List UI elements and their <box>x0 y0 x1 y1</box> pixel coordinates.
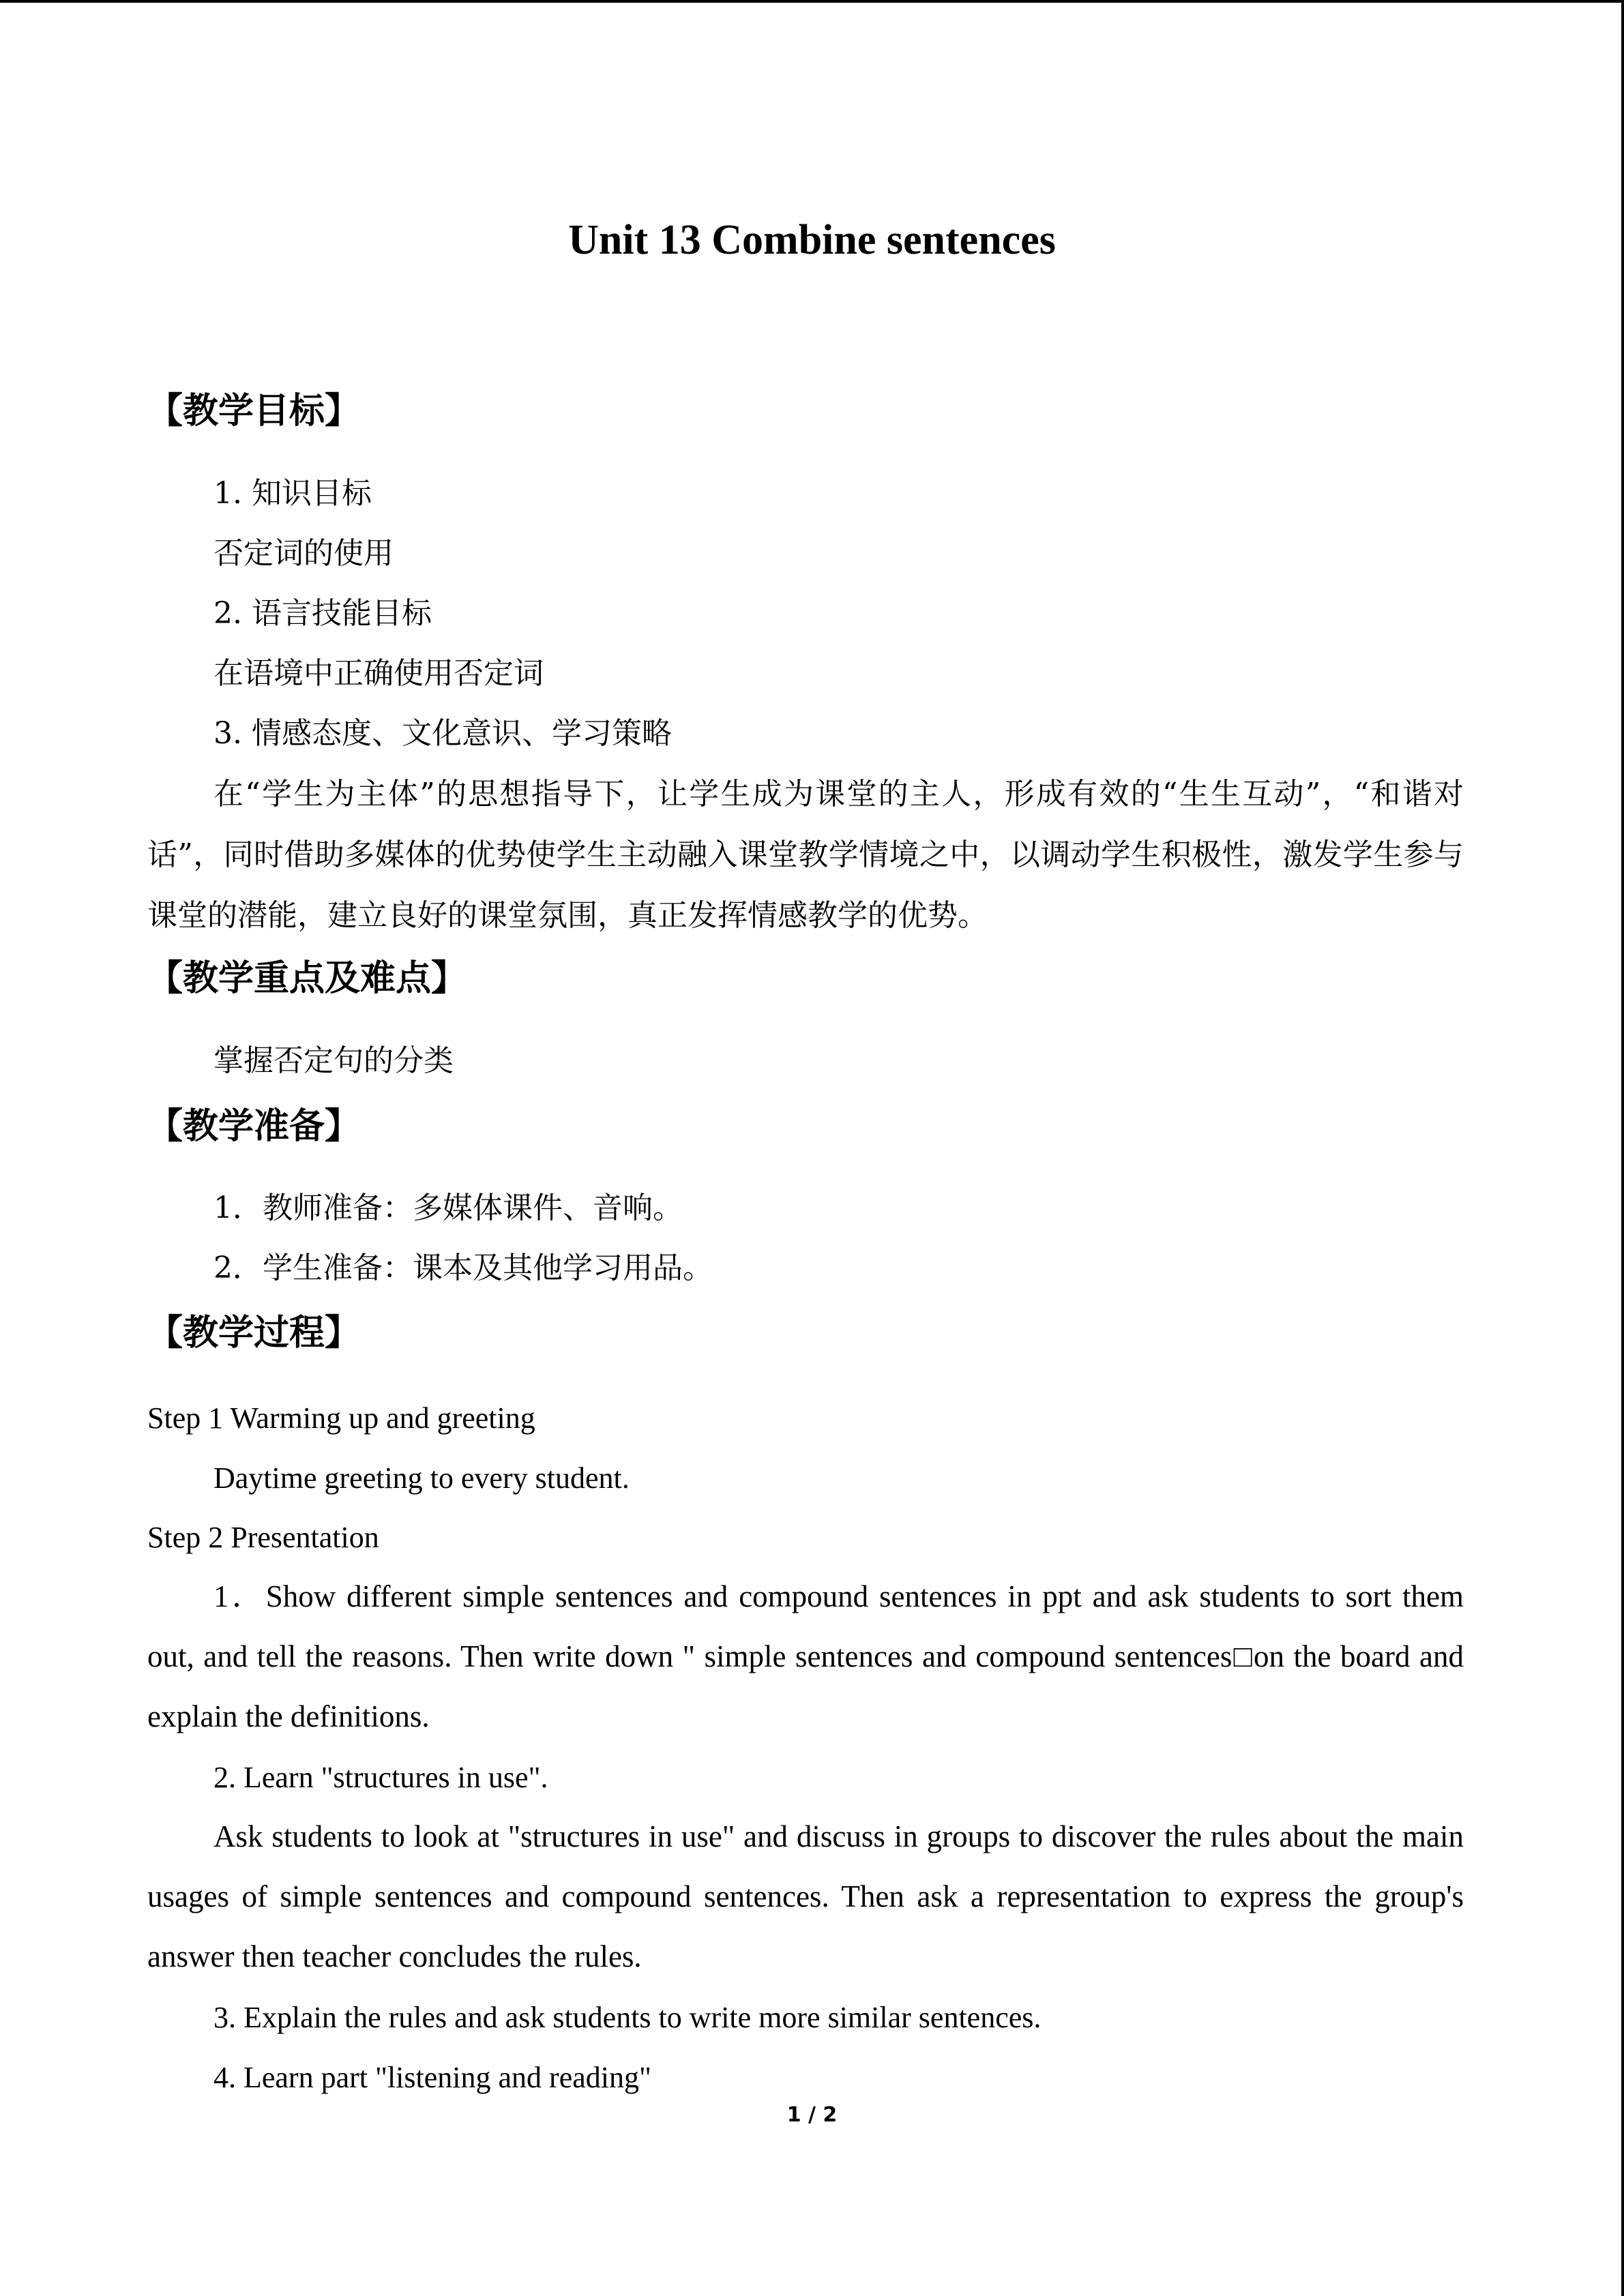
presentation-paragraph-1: 1．Show different simple sentences and compound sentences in ppt and ask students to sort them out, and tell the reasons. Then write down " simple sentences and compound sentences□on the board and explain the definitions. <box>147 1579 1464 1733</box>
presentation-paragraph-4: 3. Explain the rules and ask students to write more similar sentences. <box>213 2001 1042 2034</box>
objective-item-1: 1. 知识目标 <box>213 476 372 511</box>
presentation-paragraph-5: 4. Learn part "listening and reading" <box>213 2061 651 2094</box>
presentation-paragraph-3: Ask students to look at "structures in use" and discuss in groups to discover the rules about the main usages of simple sentences and compound sentences. Then ask a representation to express the group's answer then teacher concludes the rules. <box>147 1819 1464 1973</box>
heading-process: 【教学过程】 <box>147 1313 361 1354</box>
objective-item-2: 2. 语言技能目标 <box>213 596 432 631</box>
objective-item-3-text: 在“学生为主体”的思想指导下，让学生成为课堂的主人，形成有效的“生生互动”，“和谐对话”，同时借助多媒体的优势使学生主动融入课堂教学情境之中，以调动学生积极性，激发学生参与课堂的潜能，建立良好的课堂氛围，真正发挥情感教学的优势。 <box>147 777 1464 933</box>
page-frame-right <box>1621 0 1624 2296</box>
heading-objectives: 【教学目标】 <box>147 391 361 432</box>
step-1-text: Daytime greeting to every student. <box>213 1461 630 1495</box>
objective-item-3: 3. 情感态度、文化意识、学习策略 <box>213 716 672 751</box>
page-number: 1 / 2 <box>786 2103 838 2127</box>
preparation-item-1: 1．教师准备：多媒体课件、音响。 <box>213 1191 683 1225</box>
page-frame-top <box>0 0 1624 3</box>
step-2-title: Step 2 Presentation <box>147 1521 379 1554</box>
preparation-item-2: 2．学生准备：课本及其他学习用品。 <box>213 1251 713 1285</box>
presentation-paragraph-2: 2. Learn "structures in use". <box>213 1761 548 1794</box>
document-title: Unit 13 Combine sentences <box>568 217 1056 263</box>
heading-key-points: 【教学重点及难点】 <box>147 958 467 999</box>
key-points-text: 掌握否定句的分类 <box>213 1043 454 1078</box>
objective-item-1-text: 否定词的使用 <box>213 536 394 571</box>
heading-preparation: 【教学准备】 <box>147 1106 361 1147</box>
step-1-title: Step 1 Warming up and greeting <box>147 1401 535 1435</box>
objective-item-2-text: 在语境中正确使用否定词 <box>213 656 544 691</box>
